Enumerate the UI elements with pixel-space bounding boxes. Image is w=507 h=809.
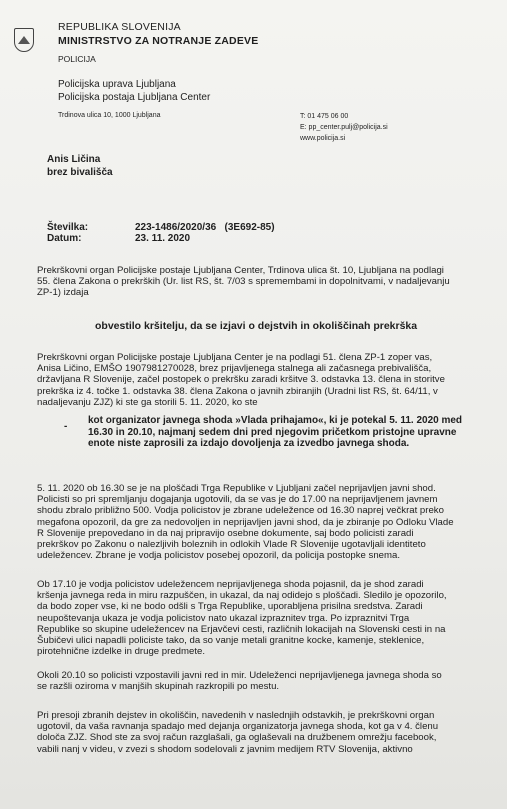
recipient-name: Anis Ličina: [47, 154, 101, 165]
contact-web: www.policija.si: [300, 135, 346, 142]
header-ministry: MINISTRSTVO ZA NOTRANJE ZADEVE: [58, 35, 259, 47]
p2-line: prekrškov po Zakonu o nalezljivih boleznih in odlokih Vlade R Slovenije ugotavljali identiteto: [37, 539, 426, 551]
header-unit-2: Policijska postaja Ljubljana Center: [58, 92, 211, 103]
number-value: 223-1486/2020/36 (3E692-85): [135, 222, 275, 233]
number-label: Številka:: [47, 222, 89, 233]
date-label: Datum:: [47, 233, 82, 244]
paragraph-2: [37, 483, 480, 561]
intro-line: Prekrškovni organ Policijske postaje Ljubljana Center, Trdinova ulica št. 10, Ljubljana na podlagi: [37, 265, 444, 276]
date-value: 23. 11. 2020: [135, 233, 191, 244]
p4-line: se razšli oziroma v manjših skupinah razkropili po mestu.: [37, 681, 280, 693]
p1-line: prekrška iz 4. točke 1. odstavka 38. člena Zakona o javnih zbiranjih (Uradni list RS, št. 64/11, v: [37, 385, 438, 397]
p3-line: neupoštevanja ukaza je vodja policistov nato ukazal izpraznitev trga. Po izpraznitvi Trga: [37, 612, 410, 624]
p5-line: vabili nanj v videu, v zvezi s shodom sodelovali z javnim medijem RTV Slovenija, aktivno: [37, 743, 413, 755]
paragraph-1: [37, 352, 480, 408]
header-address: Trdinova ulica 10, 1000 Ljubljana: [58, 112, 161, 119]
bullet-marker: -: [64, 421, 68, 432]
p1-line: nadaljevanju ZJZ) ki ste ga storili 5. 11. 2020, ko ste: [37, 396, 258, 408]
header-republic: REPUBLIKA SLOVENIJA: [58, 21, 181, 33]
intro-line: 55. člena Zakona o prekrških (Ur. list RS, št. 7/03 s spremembami in dopolnitvami, v nadaljevanju: [37, 276, 450, 288]
header-police: POLICIJA: [58, 54, 96, 64]
paragraph-4: [37, 670, 480, 692]
p1-line: Prekrškovni organ Policijske postaje Ljubljana Center je na podlagi 51. člena ZP-1 zoper vas,: [37, 352, 433, 363]
header-unit-1: Policijska uprava Ljubljana: [58, 79, 176, 90]
bullet-line: kot organizator javnega shoda »Vlada prihajamo«, ki je potekal 5. 11. 2020 med: [88, 415, 463, 426]
p5-line: Pri presoji zbranih dejstev in okoliščin, navedenih v naslednjih odstavkih, je prekrškovni organ: [37, 710, 435, 721]
p3-line: Republike so skupine udeležencev na Erjavčevi cesti, različnih lokacijah na Slovenski cesti in na: [37, 623, 446, 635]
p3-line: Ob 17.10 je vodja policistov udeležencem neprijavljenega shoda pojasnil, da je shod zaradi: [37, 579, 424, 590]
coat-of-arms-icon: [14, 28, 34, 52]
p5-line: ugotovil, da vaša ravnanja spadajo med dejanja organizatorja javnega shoda, kot ga v 4. členu: [37, 721, 439, 733]
bullet-line: enote niste zaprosili za izdajo dovoljenja za izvedbo javnega shoda.: [88, 438, 410, 449]
paragraph-3: [37, 579, 480, 657]
p2-line: shodu zbralo približno 500. Vodja policistov je zbrane udeležence od 16.30 naprej večkrat preko: [37, 505, 444, 517]
intro-paragraph: [37, 265, 480, 299]
document-title: obvestilo kršitelju, da se izjavi o dejstvih in okoliščinah prekrška: [95, 320, 418, 332]
p2-line: 5. 11. 2020 ob 16.30 se je na ploščadi Trga Republike v Ljubljani začel neprijavljen javni shod.: [37, 483, 436, 494]
p3-line: pirotehnične izdelke in druge predmete.: [37, 646, 205, 658]
p4-line: Okoli 20.10 so policisti vzpostavili javni red in mir. Udeleženci neprijavljenega javnega shoda so: [37, 670, 442, 681]
p3-line: Šubičevi ulici napadli policiste tako, da so vanje metali granitne kocke, kamenje, steklenice,: [37, 635, 425, 647]
p3-line: da bodo zoper vse, ki ne bodo odšli s Trga Republike, uporabljena prisilna sredstva. Zaradi: [37, 601, 423, 613]
contact-email: E: pp_center.pulj@policija.si: [300, 124, 388, 131]
contact-phone: T: 01 475 06 00: [300, 113, 349, 120]
paragraph-5: [37, 710, 480, 755]
p3-line: kršenja javnega reda in miru razpuščen, in ukazal, da naj odidejo s ploščadi. Sledilo je opozorilo,: [37, 590, 447, 602]
p2-line: udeležencev. Zbrane je vodja policistov posebej opozoril, da policija postopke snema.: [37, 550, 401, 562]
bullet-paragraph: [88, 415, 462, 450]
p2-line: megafona opozoril, da gre za nedovoljen in neprijavljen javni shod, da je zbiranje po Odloku Vlade: [37, 516, 454, 528]
bullet-line: 16.30 in 20.10, najmanj sedem dni pred njegovim pričetkom pristojne upravne: [88, 426, 457, 438]
p2-line: R Slovenije prepovedano in da naj pripravijo osebne dokumente, saj bodo policisti zaradi: [37, 527, 414, 539]
p2-line: Policisti so pri spremljanju dogajanja ugotovili, da se vas je do 17.00 na neprijavljenem javnem: [37, 494, 438, 506]
recipient-address: brez bivališča: [47, 167, 113, 178]
p1-line: Anisa Ličino, EMŠO 1907981270028, brez prijavljenega stalnega ali začasnega prebivališča,: [37, 363, 432, 375]
intro-line: ZP-1) izdaja: [37, 287, 89, 299]
p1-line: državljana R Slovenije, začel postopek o prekršku zaradi kršitve 3. odstavka 13. člena in storitve: [37, 374, 445, 386]
p5-line: določa ZJZ. Shod ste za svoj račun razglašali, ga oglaševali na družbenem omrežju facebook,: [37, 732, 437, 744]
